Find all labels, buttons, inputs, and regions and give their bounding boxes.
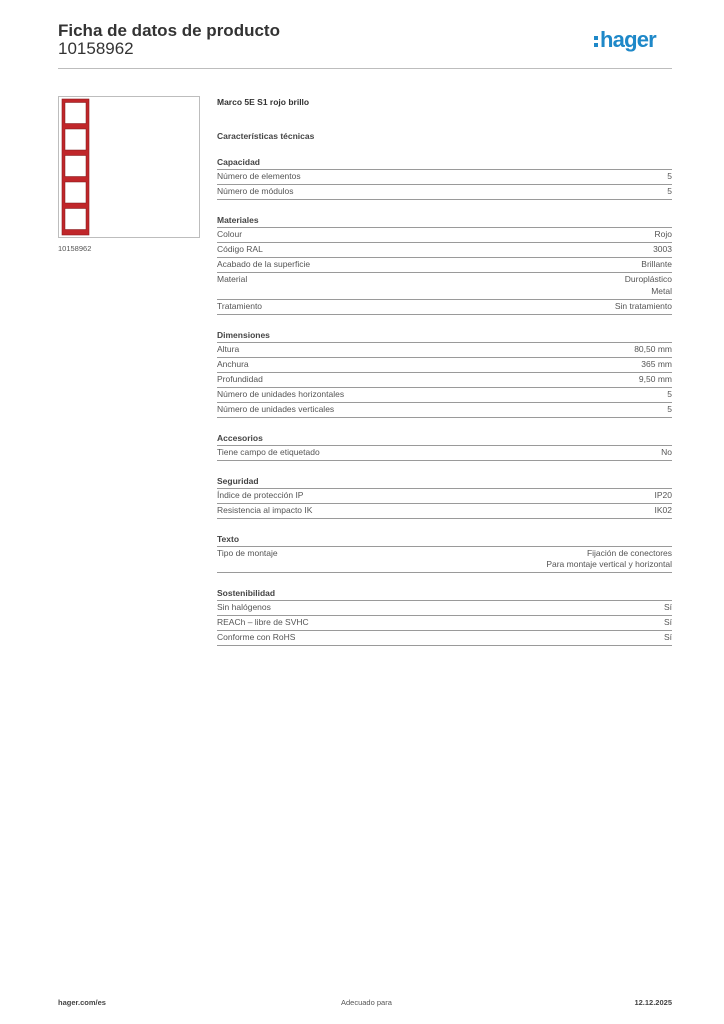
spec-row [217, 403, 672, 418]
spec-section [217, 533, 672, 574]
spec-label: Número de módulos [217, 186, 294, 196]
spec-value [546, 548, 672, 571]
spec-value-line: 5 [667, 186, 672, 196]
spec-label: Resistencia al impacto IK [217, 504, 313, 515]
spec-value-line: Sí [663, 632, 672, 642]
spec-value-line: Duroplástico [624, 274, 672, 284]
tech-heading: Características técnicas [217, 131, 315, 141]
spec-label: Sin halógenos [217, 602, 271, 612]
spec-section [217, 587, 672, 646]
spec-value-line: 5 [667, 388, 672, 399]
footer-website[interactable]: hager.com/es [58, 998, 106, 1007]
spec-content [217, 96, 672, 646]
spec-row [217, 373, 672, 388]
spec-label: Tipo de montaje [217, 547, 278, 558]
spec-value [653, 244, 672, 256]
spec-value-line: 5 [667, 403, 672, 414]
spec-value-line: 80,50 mm [634, 343, 672, 354]
spec-value [641, 359, 672, 371]
spec-value [661, 447, 672, 459]
spec-value-line: Brillante [641, 259, 672, 269]
spec-row [217, 631, 672, 646]
spec-value [625, 274, 672, 297]
spec-value-line: Rojo [654, 229, 672, 239]
spec-value [655, 490, 673, 502]
image-caption: 10158962 [58, 244, 92, 253]
frame-illustration [59, 97, 199, 237]
spec-value [667, 404, 672, 416]
spec-value [655, 229, 672, 241]
spec-value-line: Sin tratamiento [614, 300, 672, 311]
spec-label: Altura [217, 343, 240, 354]
spec-label: Colour [217, 229, 243, 239]
spec-section [217, 156, 672, 200]
spec-row [217, 343, 672, 358]
spec-label: Índice de protección IP [217, 489, 304, 500]
spec-row [217, 243, 672, 258]
page-title: Ficha de datos de producto [58, 21, 280, 40]
spec-value-line: 5 [667, 171, 672, 181]
spec-value-line: IP20 [654, 489, 672, 500]
section-title: Dimensiones [217, 329, 672, 343]
section-title: Seguridad [217, 475, 672, 489]
spec-value [664, 617, 672, 629]
spec-row [217, 258, 672, 273]
spec-label: Anchura [217, 358, 249, 369]
section-title: Accesorios [217, 432, 672, 446]
spec-label: Tiene campo de etiquetado [217, 446, 320, 457]
spec-row [217, 273, 672, 300]
spec-value [615, 301, 672, 313]
spec-value [641, 259, 672, 271]
spec-value-line: Sí [663, 617, 672, 627]
spec-row [217, 388, 672, 403]
spec-label: Conforme con RoHS [217, 632, 296, 642]
section-title: Capacidad [217, 156, 672, 170]
spec-row [217, 489, 672, 504]
spec-row [217, 300, 672, 315]
spec-row [217, 185, 672, 200]
spec-label: Número de unidades horizontales [217, 388, 345, 399]
spec-label: REACh – libre de SVHC [217, 617, 309, 627]
spec-value-line: IK02 [654, 504, 672, 515]
spec-value-line: Sí [663, 602, 672, 612]
spec-value [639, 374, 672, 386]
spec-value-line: Fijación de conectores [586, 547, 672, 558]
spec-sections [217, 156, 672, 646]
spec-section [217, 214, 672, 315]
section-title: Texto [217, 533, 672, 547]
spec-label: Material [217, 274, 248, 284]
spec-value-line: Metal [651, 285, 672, 296]
product-name: Marco 5E S1 rojo brillo [217, 97, 310, 107]
spec-label: Número de elementos [217, 171, 301, 181]
spec-row [217, 446, 672, 461]
header-divider [58, 68, 672, 69]
spec-row [217, 547, 672, 574]
spec-row [217, 170, 672, 185]
spec-section [217, 329, 672, 418]
spec-label: Número de unidades verticales [217, 403, 335, 414]
product-image [58, 96, 200, 238]
spec-row [217, 616, 672, 631]
spec-value [667, 186, 672, 198]
spec-value-line: 9,50 mm [638, 373, 672, 384]
hager-logo [593, 28, 673, 58]
spec-row [217, 601, 672, 616]
spec-value [667, 389, 672, 401]
spec-value-line: Para montaje vertical y horizontal [546, 559, 672, 569]
spec-value [664, 602, 672, 614]
spec-value [667, 171, 672, 183]
footer-note: Adecuado para [341, 998, 392, 1007]
spec-value [664, 632, 672, 644]
spec-row [217, 228, 672, 243]
spec-value-line: 365 mm [641, 358, 672, 369]
product-code: 10158962 [58, 39, 134, 58]
section-title: Materiales [217, 214, 672, 228]
spec-label: Acabado de la superficie [217, 259, 311, 269]
spec-row [217, 358, 672, 373]
spec-value-line: No [661, 446, 672, 457]
spec-label: Código RAL [217, 244, 263, 254]
section-title: Sostenibilidad [217, 587, 672, 601]
spec-label: Tratamiento [217, 300, 263, 311]
spec-value [634, 344, 672, 356]
spec-label: Profundidad [217, 373, 263, 384]
spec-value [655, 505, 673, 517]
spec-row [217, 504, 672, 519]
spec-section [217, 432, 672, 461]
footer-date: 12.12.2025 [634, 998, 672, 1007]
spec-value-line: 3003 [653, 244, 672, 254]
spec-section [217, 475, 672, 519]
svg-text:hager: hager [600, 28, 656, 52]
